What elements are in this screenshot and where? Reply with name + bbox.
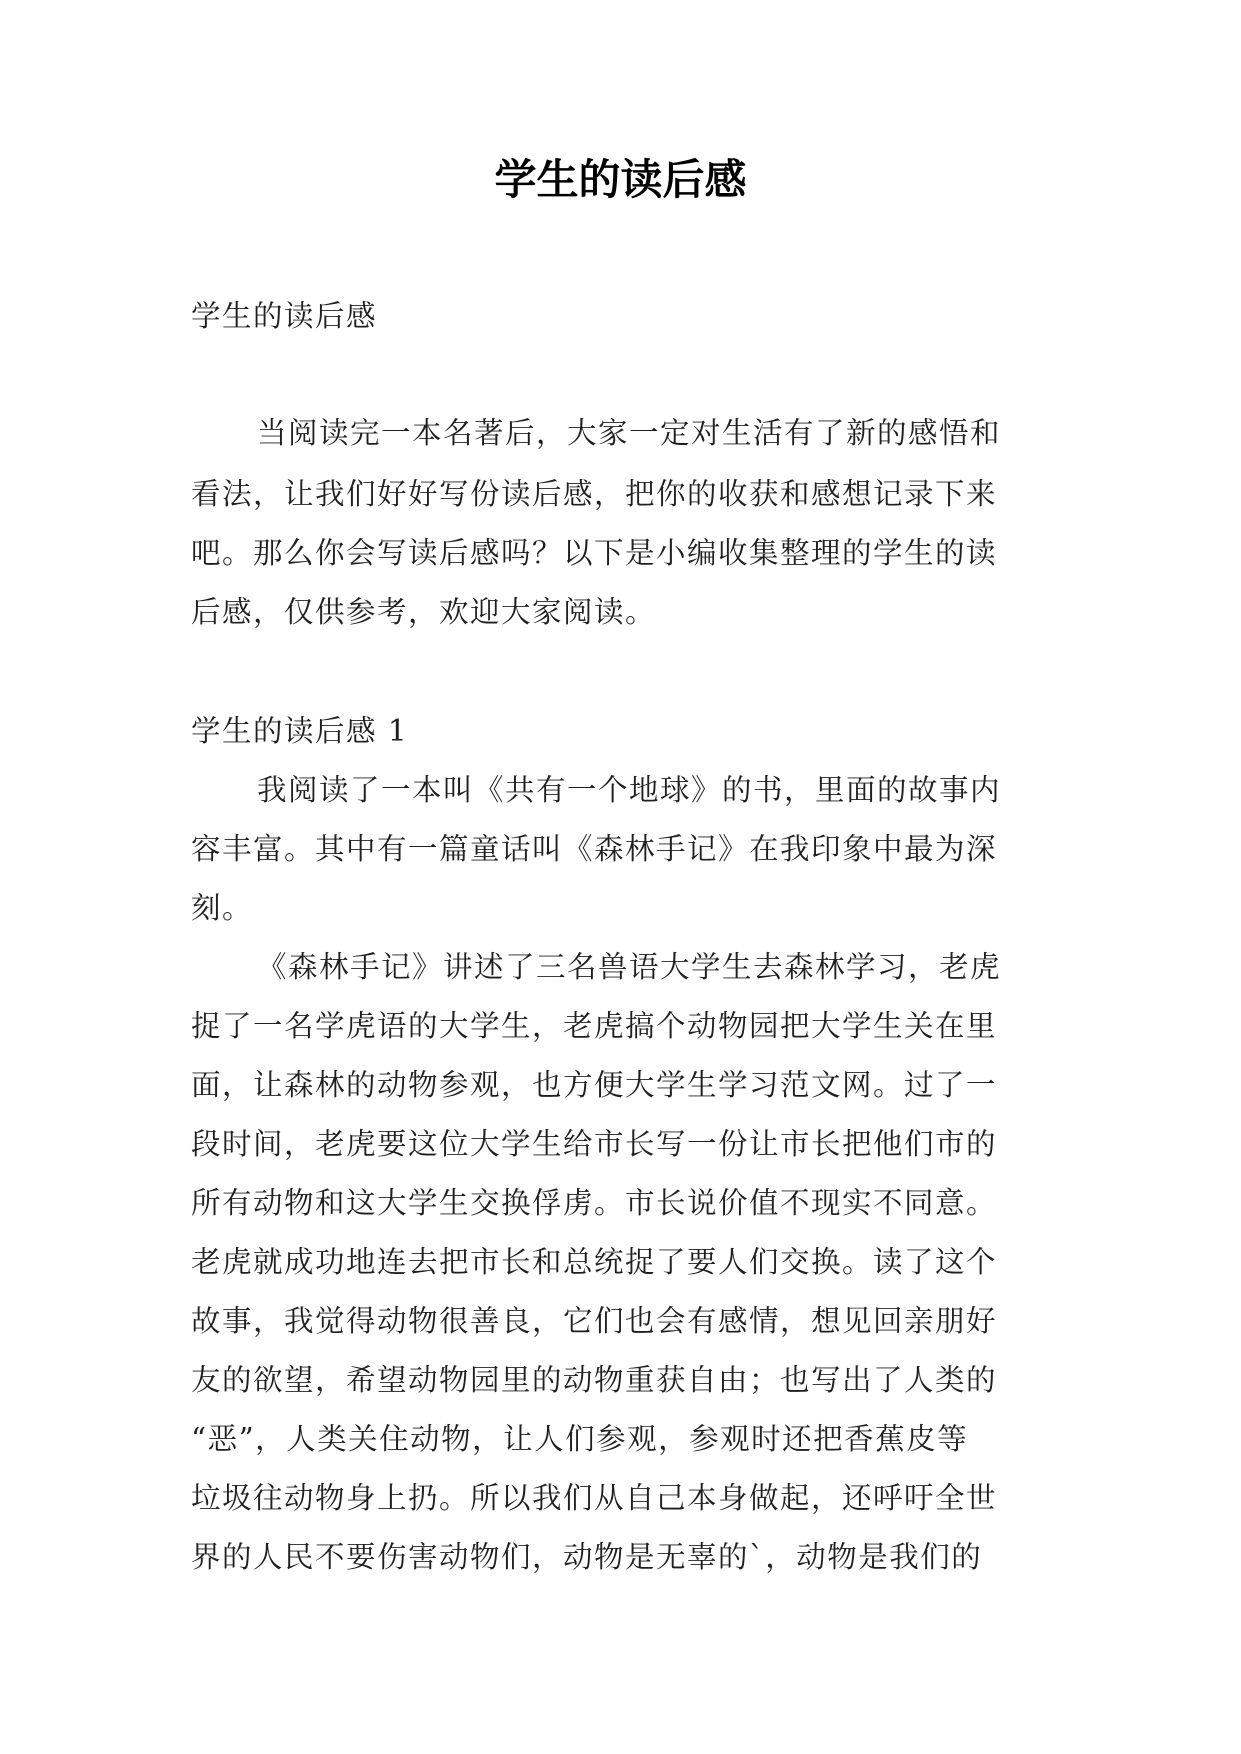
section1-heading: 学生的读后感 1 [191,714,409,748]
section1-para2-line-9: “恶”，人类关住动物，让人们参观，参观时还把香蕉皮等 [191,1422,969,1456]
document-subtitle: 学生的读后感 [191,299,378,333]
section1-para1-line-3: 刻。 [191,891,254,925]
section1-para1-line-2: 容丰富。其中有一篇童话叫《森林手记》在我印象中最为深 [191,832,998,866]
section1-para2-line-7: 故事，我觉得动物很善良，它们也会有感情，想见回亲朋好 [191,1304,998,1338]
section1-para2-line-1: 《森林手记》讲述了三名兽语大学生去森林学习，老虎 [257,950,1002,984]
section1-para1-line-1: 我阅读了一本叫《共有一个地球》的书，里面的故事内 [257,773,1002,807]
section1-para2-line-4: 段时间，老虎要这位大学生给市长写一份让市长把他们市的 [191,1127,998,1161]
section1-para2-line-2: 捉了一名学虎语的大学生，老虎搞个动物园把大学生关在里 [191,1009,998,1043]
section1-para2-line-8: 友的欲望，希望动物园里的动物重获自由；也写出了人类的 [191,1363,998,1397]
section1-para2-line-6: 老虎就成功地连去把市长和总统捉了要人们交换。读了这个 [191,1245,998,1279]
section1-para2-line-5: 所有动物和这大学生交换俘虏。市长说价值不现实不同意。 [191,1186,998,1220]
section1-para2-line-11: 界的人民不要伤害动物们，动物是无辜的`，动物是我们的 [191,1540,983,1574]
section1-para2-line-3: 面，让森林的动物参观，也方便大学生学习范文网。过了一 [191,1068,998,1102]
intro-line-2: 看法，让我们好好写份读后感，把你的收获和感想记录下来 [191,477,998,511]
section1-para2-line-10: 垃圾往动物身上扔。所以我们从自己本身做起，还呼吁全世 [191,1481,998,1515]
document-title: 学生的读后感 [494,155,747,204]
intro-line-1: 当阅读完一本名著后，大家一定对生活有了新的感悟和 [257,416,1002,450]
intro-line-3: 吧。那么你会写读后感吗？以下是小编收集整理的学生的读 [191,536,998,570]
intro-line-4: 后感，仅供参考，欢迎大家阅读。 [191,595,657,629]
